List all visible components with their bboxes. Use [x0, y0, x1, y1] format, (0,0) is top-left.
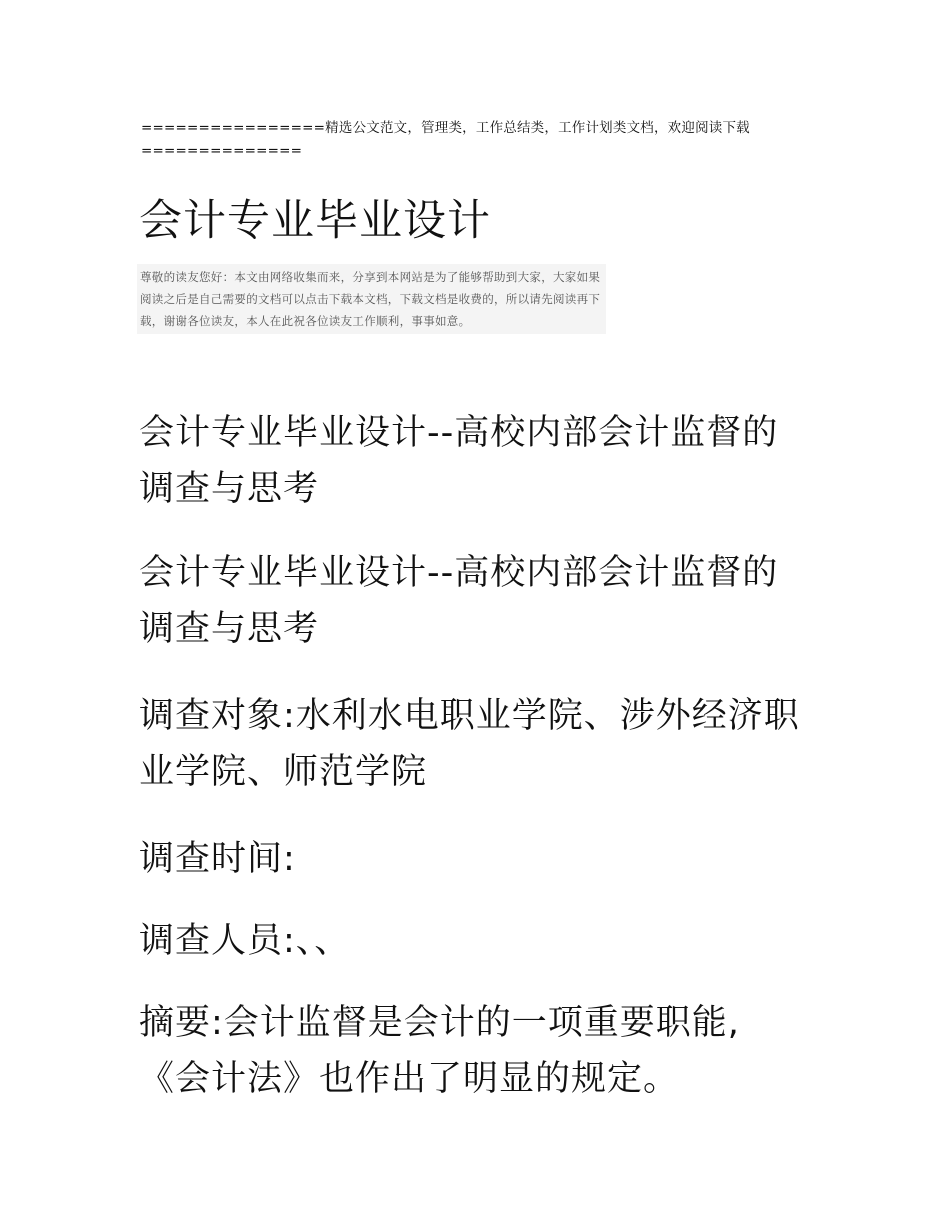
header-banner: ================精选公文范文，管理类，工作总结类，工作计划类文档，欢迎阅读下载==============: [141, 120, 750, 159]
article-heading-repeat: 会计专业毕业设计--高校内部会计监督的调查与思考: [139, 553, 779, 649]
abstract: 摘要:会计监督是会计的一项重要职能,《会计法》也作出了明显的规定。: [139, 1003, 740, 1099]
article-heading: 会计专业毕业设计--高校内部会计监督的调查与思考: [139, 413, 779, 509]
survey-time: 调查时间:: [139, 839, 296, 879]
survey-object: 调查对象:水利水电职业学院、涉外经济职业学院、师范学院: [139, 696, 800, 792]
survey-staff: 调查人员:、、: [139, 921, 351, 961]
reader-notice: 尊敬的读友您好：本文由网络收集而来，分享到本网站是为了能够帮助到大家，大家如果阅读之后是自己需要的文档可以点击下载本文档，下载文档是收费的，所以请先阅读再下载，谢谢各位读友，本人在此祝各位读友工作顺利，事事如意。: [137, 264, 606, 334]
document-title: 会计专业毕业设计: [139, 196, 491, 246]
